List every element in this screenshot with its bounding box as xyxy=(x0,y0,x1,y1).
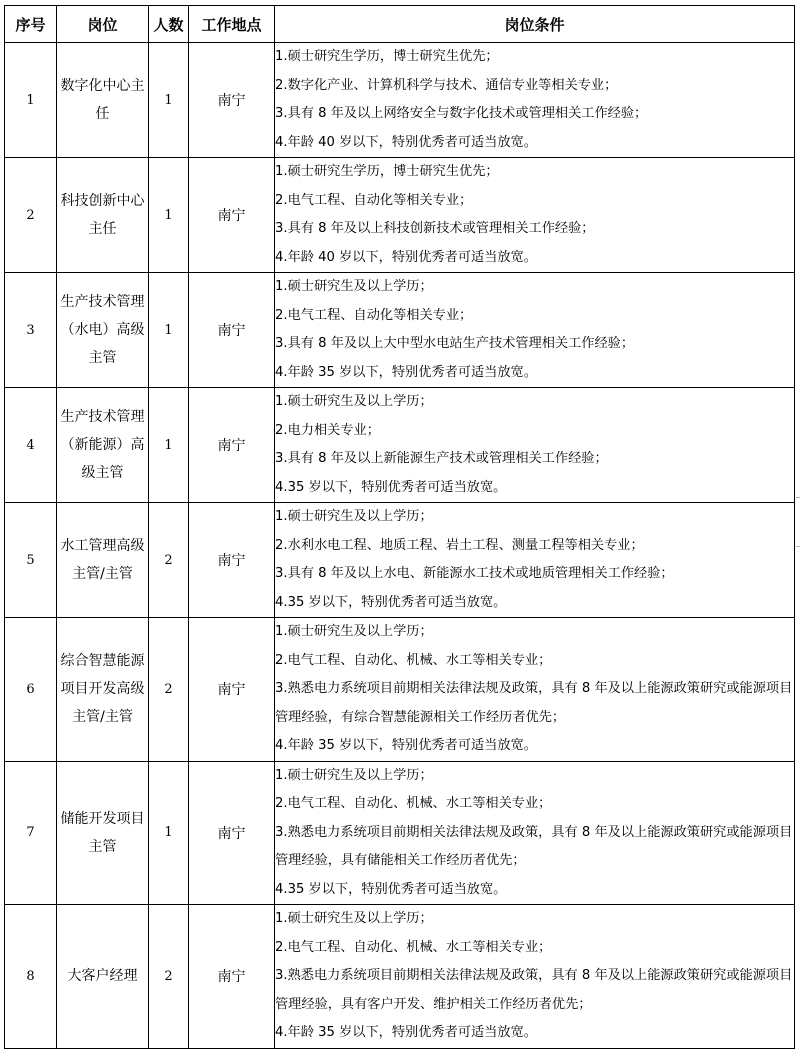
table-header-row xyxy=(5,6,795,43)
requirement-line: 4.年龄 40 岁以下，特别优秀者可适当放宽。 xyxy=(275,134,537,150)
header-position: 岗位 xyxy=(57,6,149,43)
requirement-line: 2.电气工程、自动化、机械、水工等相关专业； xyxy=(275,652,552,668)
requirement-line: 4.35 岁以下，特别优秀者可适当放宽。 xyxy=(275,479,507,495)
cell-seq: 8 xyxy=(5,905,57,1049)
cell-count: 1 xyxy=(149,158,189,273)
requirement-line: 1.硕士研究生及以上学历； xyxy=(275,394,433,409)
cell-location: 南宁 xyxy=(189,158,275,273)
cell-requirements xyxy=(275,761,795,905)
requirement-line: 4.年龄 35 岁以下，特别优秀者可适当放宽。 xyxy=(275,1025,537,1040)
cell-count: 1 xyxy=(149,273,189,388)
job-table xyxy=(4,5,795,1049)
cell-position: 大客户经理 xyxy=(57,905,149,1049)
cell-count: 2 xyxy=(149,503,189,618)
cell-count: 1 xyxy=(149,761,189,905)
cell-count: 1 xyxy=(149,43,189,158)
cell-location: 南宁 xyxy=(189,761,275,905)
cell-count: 2 xyxy=(149,618,189,762)
cell-position: 生产技术管理（水电）高级主管 xyxy=(57,273,149,388)
table-row xyxy=(5,905,795,1049)
requirement-line: 4.35 岁以下，特别优秀者可适当放宽。 xyxy=(275,594,507,610)
requirement-line: 3.具有 8 年及以上大中型水电站生产技术管理相关工作经验； xyxy=(275,336,635,351)
requirement-line: 4.年龄 35 岁以下，特别优秀者可适当放宽。 xyxy=(275,364,537,380)
requirement-line: 1.硕士研究生及以上学历； xyxy=(275,509,433,524)
table-row xyxy=(5,273,795,388)
requirement-line: 3.具有 8 年及以上科技创新技术或管理相关工作经验； xyxy=(275,221,595,236)
requirement-line: 2.电气工程、自动化等相关专业； xyxy=(275,307,473,323)
requirement-line: 3.熟悉电力系统项目前期相关法律法规及政策，具有 8 年及以上能源政策研究或能源项目管理经验，有综合智慧能源相关工作经历者优先； xyxy=(275,681,793,725)
requirement-line: 1.硕士研究生及以上学历； xyxy=(275,911,433,926)
requirement-line: 3.具有 8 年及以上网络安全与数字化技术或管理相关工作经验； xyxy=(275,106,648,121)
header-requirements: 岗位条件 xyxy=(275,6,795,43)
cell-seq: 7 xyxy=(5,761,57,905)
cell-seq: 5 xyxy=(5,503,57,618)
requirement-line: 3.具有 8 年及以上水电、新能源水工技术或地质管理相关工作经验； xyxy=(275,566,674,581)
table-row xyxy=(5,388,795,503)
cell-seq: 6 xyxy=(5,618,57,762)
table-row xyxy=(5,618,795,762)
requirement-line: 2.电力相关专业； xyxy=(275,422,380,438)
cell-count: 1 xyxy=(149,388,189,503)
requirement-line: 2.电气工程、自动化、机械、水工等相关专业； xyxy=(275,939,552,955)
requirement-line: 4.35 岁以下，特别优秀者可适当放宽。 xyxy=(275,881,507,897)
cell-position: 水工管理高级主管/主管 xyxy=(57,503,149,618)
requirement-line: 2.水利水电工程、地质工程、岩土工程、测量工程等相关专业； xyxy=(275,537,644,553)
requirement-line: 3.熟悉电力系统项目前期相关法律法规及政策，具有 8 年及以上能源政策研究或能源项目管理经验，具有储能相关工作经历者优先； xyxy=(275,824,793,868)
cell-location: 南宁 xyxy=(189,905,275,1049)
cell-requirements xyxy=(275,905,795,1049)
cell-position: 生产技术管理（新能源）高级主管 xyxy=(57,388,149,503)
edge-tick-mark xyxy=(796,546,800,547)
cell-requirements xyxy=(275,503,795,618)
cell-location: 南宁 xyxy=(189,618,275,762)
cell-requirements xyxy=(275,43,795,158)
requirement-line: 2.数字化产业、计算机科学与技术、通信专业等相关专业； xyxy=(275,77,618,93)
cell-requirements xyxy=(275,618,795,762)
cell-seq: 3 xyxy=(5,273,57,388)
requirement-line: 3.具有 8 年及以上新能源生产技术或管理相关工作经验； xyxy=(275,451,608,466)
requirement-line: 4.年龄 35 岁以下，特别优秀者可适当放宽。 xyxy=(275,738,537,753)
cell-requirements xyxy=(275,388,795,503)
cell-seq: 1 xyxy=(5,43,57,158)
cell-requirements xyxy=(275,273,795,388)
table-row xyxy=(5,158,795,273)
cell-seq: 4 xyxy=(5,388,57,503)
cell-count: 2 xyxy=(149,905,189,1049)
edge-tick-mark xyxy=(796,497,800,498)
table-row xyxy=(5,43,795,158)
requirement-line: 4.年龄 40 岁以下，特别优秀者可适当放宽。 xyxy=(275,249,537,265)
cell-position: 科技创新中心主任 xyxy=(57,158,149,273)
cell-location: 南宁 xyxy=(189,43,275,158)
cell-position: 数字化中心主任 xyxy=(57,43,149,158)
table-row xyxy=(5,761,795,905)
cell-position: 综合智慧能源项目开发高级主管/主管 xyxy=(57,618,149,762)
requirement-line: 1.硕士研究生及以上学历； xyxy=(275,279,433,294)
requirement-line: 1.硕士研究生学历，博士研究生优先； xyxy=(275,49,499,64)
requirement-line: 2.电气工程、自动化、机械、水工等相关专业； xyxy=(275,796,552,811)
requirement-line: 1.硕士研究生及以上学历； xyxy=(275,624,433,639)
cell-location: 南宁 xyxy=(189,503,275,618)
header-seq: 序号 xyxy=(5,6,57,43)
cell-seq: 2 xyxy=(5,158,57,273)
requirement-line: 1.硕士研究生学历，博士研究生优先； xyxy=(275,164,499,179)
cell-location: 南宁 xyxy=(189,273,275,388)
requirement-line: 1.硕士研究生及以上学历； xyxy=(275,767,433,783)
table-row xyxy=(5,503,795,618)
requirement-line: 2.电气工程、自动化等相关专业； xyxy=(275,192,473,208)
cell-requirements xyxy=(275,158,795,273)
cell-position: 储能开发项目主管 xyxy=(57,761,149,905)
requirement-line: 3.熟悉电力系统项目前期相关法律法规及政策，具有 8 年及以上能源政策研究或能源项目管理经验，具有客户开发、维护相关工作经历者优先； xyxy=(275,968,793,1012)
header-count: 人数 xyxy=(149,6,189,43)
header-location: 工作地点 xyxy=(189,6,275,43)
cell-location: 南宁 xyxy=(189,388,275,503)
